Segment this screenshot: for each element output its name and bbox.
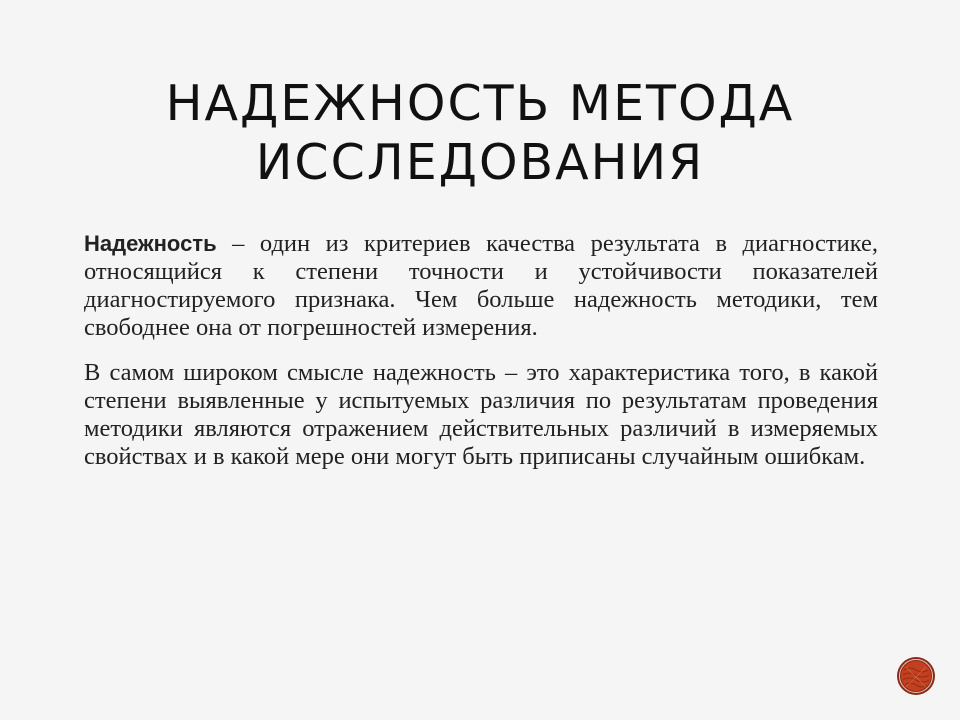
slide-body (84, 230, 878, 471)
slide-title (40, 74, 920, 192)
paragraph-definition (84, 230, 878, 342)
definition-text: – один из критериев качества результата в диагностике, относящийся к степени точности и устойчивости показателей диагностируемого признака. Чем больше надежность методики, тем свободнее она от погрешностей измерения. (84, 230, 878, 341)
ornament-badge-icon (896, 656, 936, 696)
paragraph-broad-sense: В самом широком смысле надежность – это характеристика того, в какой степени выявленные у испытуемых различия по результатам проведения методики являются отражением действительных различий в измеряемых свойствах и в какой мере они могут быть приписаны случайным ошибкам. (84, 359, 878, 470)
slide-title-line-2: ИССЛЕДОВАНИЯ (255, 134, 705, 191)
term-reliability: Надежность (84, 231, 217, 256)
slide-title-line-1: НАДЕЖНОСТЬ МЕТОДА (165, 75, 795, 132)
